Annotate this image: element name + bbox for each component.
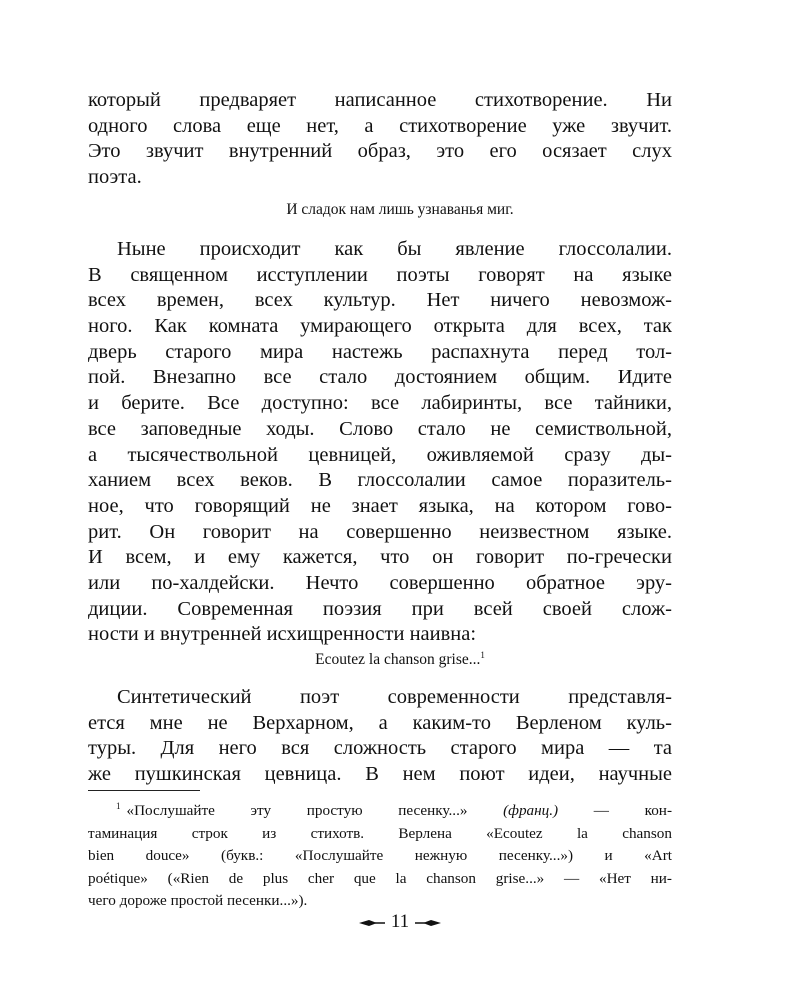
text-line: пой. Внезапно все стало достоянием общим. Идите: [88, 366, 672, 389]
text-line: дверь старого мира настежь распахнута перед тол-: [88, 340, 672, 363]
footnote-divider: [88, 790, 200, 791]
footnote-line: таминация строк из стихотв. Верлена «Ecoutez la chanson: [88, 824, 672, 842]
french-quote-line: [0, 650, 800, 670]
page-number-block: [0, 910, 800, 934]
left-ornament-icon: [357, 917, 387, 929]
paragraph-3: [88, 685, 672, 788]
text-line: поэта.: [88, 166, 142, 189]
text-line: одного слова еще нет, а стихотворение уже звучит.: [88, 114, 672, 137]
text-line: ности и внутренней исхищренности наивна:: [88, 623, 477, 646]
text-line: или по-халдейски. Нечто совершенно обратное эру-: [88, 571, 672, 594]
footnote-reference: 1: [480, 649, 485, 660]
footnote-mark: 1: [116, 800, 121, 811]
paragraph-1: [88, 88, 672, 191]
text-line: диции. Современная поэзия при всей своей слож-: [88, 597, 672, 620]
text-line: Синтетический поэт современности представля-: [117, 686, 672, 708]
text-line: который предваряет написанное стихотворение. Ни: [88, 89, 672, 111]
footnote-text: «Послушайте эту простую песенку...»: [126, 802, 504, 819]
text-line: ного. Как комната умирающего открыта для всех, так: [88, 315, 672, 338]
footnote-line: чего дороже простой песенки...»).: [88, 892, 308, 909]
text-line: ное, что говорящий не знает языка, на котором гово-: [88, 494, 672, 517]
text-line: всех времен, всех культур. Нет ничего невозмож-: [88, 289, 672, 312]
page-number: 11: [390, 911, 410, 932]
text-line: ется мне не Верхарном, а каким-то Верленом куль-: [88, 711, 672, 734]
paragraph-2: [88, 237, 672, 648]
text-line: Это звучит внутренний образ, это его осязает слух: [88, 140, 672, 163]
text-line: В священном исступлении поэты говорят на языке: [88, 263, 672, 286]
text-line: ханием всех веков. В глоссолалии самое поразитель-: [88, 469, 672, 492]
footnote: [88, 800, 672, 913]
text-line: Ныне происходит как бы явление глоссолалии.: [117, 238, 672, 260]
footnote-line: [88, 800, 672, 823]
footnote-text: — кон-: [558, 802, 672, 819]
french-quote-text: Ecoutez la chanson grise...: [315, 651, 481, 668]
footnote-line: poétique» («Rien de plus cher que la chanson grise...» — «Нет ни-: [88, 869, 672, 887]
text-line: а тысячествольной цевницей, оживляемой сразу ды-: [88, 443, 672, 466]
text-line: же пушкинская цевница. В нем поют идеи, научные: [88, 763, 672, 786]
footnote-line: bien douce» (букв.: «Послушайте нежную песенку...») и «Art: [88, 847, 672, 864]
text-line: туры. Для него вся сложность старого мира — та: [88, 737, 672, 760]
text-line: все заповедные ходы. Слово стало не семиствольной,: [88, 417, 672, 440]
text-line: и берите. Все доступно: все лабиринты, все тайники,: [88, 392, 672, 415]
footnote-italic-note: (франц.): [503, 802, 559, 819]
text-line: И всем, и ему кажется, что он говорит по-гречески: [88, 546, 672, 569]
text-line: рит. Он говорит на совершенно неизвестном языке.: [88, 520, 672, 543]
epigraph-line: И сладок нам лишь узнаванья миг.: [286, 201, 514, 218]
right-ornament-icon: [413, 917, 443, 929]
